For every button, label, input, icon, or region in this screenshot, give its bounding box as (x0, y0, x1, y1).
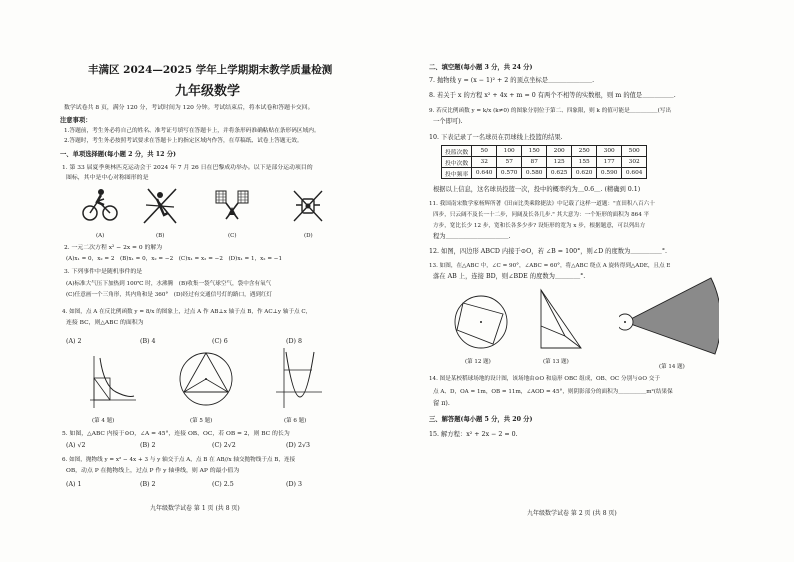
table-row (442, 157, 647, 168)
exam-subject: 九年级数学 (175, 84, 241, 99)
figure-q14 (619, 272, 719, 360)
q5-option-b: (B) 2 (140, 442, 156, 449)
figure-q12-caption: (第 12 题) (465, 359, 491, 365)
q1-text: 1. 第 33 届夏季奥林匹克运动会于 2024 年 7 月 26 日在巴黎成功举办。以下是部分运动项目的 (62, 165, 313, 171)
q1-option-c-label: (C) (228, 233, 237, 239)
q6-option-d: (D) 3 (286, 481, 302, 488)
figure-q4 (86, 352, 138, 412)
q3-options-ab: (A)标准大气压下加热到 100℃ 时，水沸腾 (B)收集一袋气球空气，袋中含有氧气 (66, 281, 272, 287)
page-1-footer: 九年级数学试卷 第 1 页 (共 8 页) (150, 505, 240, 512)
figure-q6 (272, 346, 324, 412)
q13-text: 13. 如图，在△ABC 中，∠C = 90°，∠ABC = 60°，将△ABC 绕点 A 旋转得到△ADE，且点 E (429, 263, 671, 269)
table-cell: 32 (472, 157, 497, 168)
q6-option-b: (B) 2 (140, 481, 156, 488)
q1-text-2: 图标，其中是中心对称图形的是 (66, 175, 149, 181)
q3-options-cd: (C)任意画一个三角形，其内角和是 360° (D)经过有交通信号灯的路口，遇到红灯 (66, 292, 273, 298)
figure-q13 (531, 286, 587, 354)
q15-text: 15. 解方程：x² + 2x − 2 = 0. (429, 431, 518, 438)
q11-text-4: 程为＿＿＿＿＿＿＿＿＿＿. (433, 233, 511, 240)
table-cell: 投中次数 (442, 157, 472, 168)
q11-text-3: 方步，宽比长少 12 步，宽和长各多少步? 设矩形的宽为 x 步，根据题意，可以列出方 (433, 223, 646, 229)
q6-option-c: (C) 2.5 (212, 481, 234, 488)
table-cell: 0.604 (622, 168, 647, 179)
notice-title: 注意事项： (60, 117, 92, 124)
table-cell: 0.625 (547, 168, 572, 179)
figure-q14-caption: (第 14 题) (659, 364, 685, 370)
table-cell: 200 (547, 146, 572, 157)
q8-text: 8. 若关于 x 的方程 x² + 4x + m = 0 有两个不相等的实数根，则 m 的值是＿＿＿＿＿. (429, 92, 676, 99)
q2-text: 2. 一元二次方程 x² − 2x = 0 的解为 (64, 245, 163, 251)
figure-q6-caption: (第 6 题) (284, 418, 307, 424)
q9-text-2: 一个即可). (433, 118, 463, 125)
table-cell: 0.620 (572, 168, 597, 179)
figure-q5 (176, 348, 236, 410)
table-cell: 投篮次数 (442, 146, 472, 157)
q6-option-a: (A) 1 (66, 481, 82, 488)
table-cell: 投中频率 (442, 168, 472, 179)
right-page (397, 0, 794, 562)
q2-options: (A)x₁ = 0，x₂ = 2 (B)x₁ = 0，x₂ = −2 (C)x₁ = x₂ = −2 (D)x₁ = 1，x₂ = −1 (66, 256, 283, 262)
table-cell: 150 (522, 146, 547, 157)
table-row (442, 168, 647, 179)
q13-text-2: 落在 AB 上，连接 BD，则∠BDE 的度数为＿＿＿＿°. (433, 273, 586, 280)
q14-text: 14. 图是某校稻球场地的设计图，该场地由⊙O 和扇形 OBC 组成，OB、OC 分别与⊙O 交于 (429, 376, 660, 382)
table-cell: 0.640 (472, 168, 497, 179)
q7-text: 7. 抛物线 y = (x − 1)² + 2 的顶点坐标是＿＿＿＿＿＿＿. (429, 77, 595, 84)
q4-option-c: (C) 6 (212, 338, 228, 345)
q11-text-2: 四步，只云阔不及长一十二步，问阔及长各几步." 其大意为：一个矩形的面积为 864 平 (433, 212, 650, 218)
section-1-heading: 一、单项选择题(每小题 2 分，共 12 分) (60, 151, 177, 158)
section-3-heading: 三、解答题(每小题 5 分，共 20 分) (429, 416, 533, 423)
notice-2: 2.答题时，考生务必按照考试要求在答题卡上的指定区域内作答，在草稿纸、试卷上答题无效。 (64, 138, 303, 144)
q14-text-3: 留 π). (433, 400, 450, 407)
table-cell: 100 (497, 146, 522, 157)
q11-text: 11. 我国南宋数学家杨辉所著《田亩比类乘除捷法》中记载了这样一道题："直田积八百六十 (429, 201, 655, 207)
q5-option-c: (C) 2√2 (212, 442, 236, 449)
figure-q12 (451, 292, 511, 352)
q5-option-a: (A) √2 (66, 442, 86, 449)
badminton-icon (210, 185, 254, 227)
cycling-icon (80, 185, 120, 225)
table-cell: 0.570 (497, 168, 522, 179)
figure-q4-caption: (第 4 题) (92, 418, 115, 424)
q9-text: 9. 若反比例函数 y = k/x (k≠0) 的图象分别位于第二、四象限，则 k 的值可能是＿＿＿＿＿(写出 (429, 108, 672, 114)
q6-text: 6. 如图，抛物线 y = x² − 4x + 3 与 y 轴交于点 A，点 B 在 AB//x 轴交抛物线于点 B，连接 (62, 457, 296, 463)
table-cell: 300 (597, 146, 622, 157)
table-cell: 0.580 (522, 168, 547, 179)
q1-option-b-label: (B) (156, 233, 165, 239)
q4-option-d: (D) 8 (286, 338, 302, 345)
q10-question: 根据以上信息，这名球员投篮一次，投中的概率约为＿0.6＿. (精确到 0.1) (433, 186, 641, 193)
q6-text-2: OB，动点 P 在抛物线上，过点 P 作 y 轴垂线，则 AP 的最小值为 (66, 468, 240, 474)
q5-text: 5. 如图，△ABC 内接于⊙O，∠A = 45°，连接 OB、OC，若 OB = 2，则 BC 的长为 (62, 431, 290, 437)
q14-text-2: 点 A、D，OA = 1m，OB = 11m，∠AOD = 45°，则阴影部分的面积为＿＿＿＿＿m²(结果保 (433, 389, 673, 395)
table-cell: 87 (522, 157, 547, 168)
table-row (442, 146, 647, 157)
exam-title: 丰满区 2024—2025 学年上学期期末教学质量检测 (88, 64, 333, 76)
figure-q13-caption: (第 13 题) (543, 359, 569, 365)
table-cell: 250 (572, 146, 597, 157)
q1-option-d-label: (D) (304, 233, 313, 239)
page-2-footer: 九年级数学试卷 第 2 页 (共 8 页) (527, 510, 617, 517)
fencing-icon (288, 187, 328, 225)
table-cell: 155 (572, 157, 597, 168)
figure-q5-caption: (第 5 题) (190, 418, 213, 424)
table-cell: 0.590 (597, 168, 622, 179)
q4-text-2: 连接 BC，则△ABC 的面积为 (66, 320, 144, 326)
exam-intro: 数学试卷共 8 页，满分 120 分，考试时间为 120 分钟。考试结束后，将本试卷和答题卡交回。 (64, 105, 314, 111)
table-cell: 500 (622, 146, 647, 157)
table-cell: 57 (497, 157, 522, 168)
rowing-icon (140, 185, 180, 227)
table-cell: 177 (597, 157, 622, 168)
q4-option-b: (B) 4 (140, 338, 156, 345)
section-2-heading: 二、填空题(每小题 3 分，共 24 分) (429, 64, 533, 71)
q12-text: 12. 如图，四边形 ABCD 内接于⊙O，若 ∠B = 100°，则∠D 的度数为＿＿＿＿＿°. (429, 248, 667, 255)
q4-option-a: (A) 2 (66, 338, 82, 345)
table-cell: 125 (547, 157, 572, 168)
q5-option-d: (D) 2√3 (286, 442, 310, 449)
q4-text: 4. 如图，点 A 在反比例函数 y = 8/x 的图象上，过点 A 作 AB⊥x 轴于点 B，作 AC⊥y 轴于点 C， (62, 309, 312, 315)
table-cell: 302 (622, 157, 647, 168)
q1-option-a-label: (A) (96, 233, 105, 239)
q10-text: 10. 下表记录了一名球员在罚球线上投篮的结果. (429, 134, 563, 141)
q3-text: 3. 下列事件中是随机事件的是 (64, 269, 143, 275)
q10-table (441, 145, 647, 179)
table-cell: 50 (472, 146, 497, 157)
notice-1: 1.答题前，考生务必将自己的姓名、准考证号填写在答题卡上，并将条形码准确粘贴在条形码区域内。 (64, 128, 320, 134)
